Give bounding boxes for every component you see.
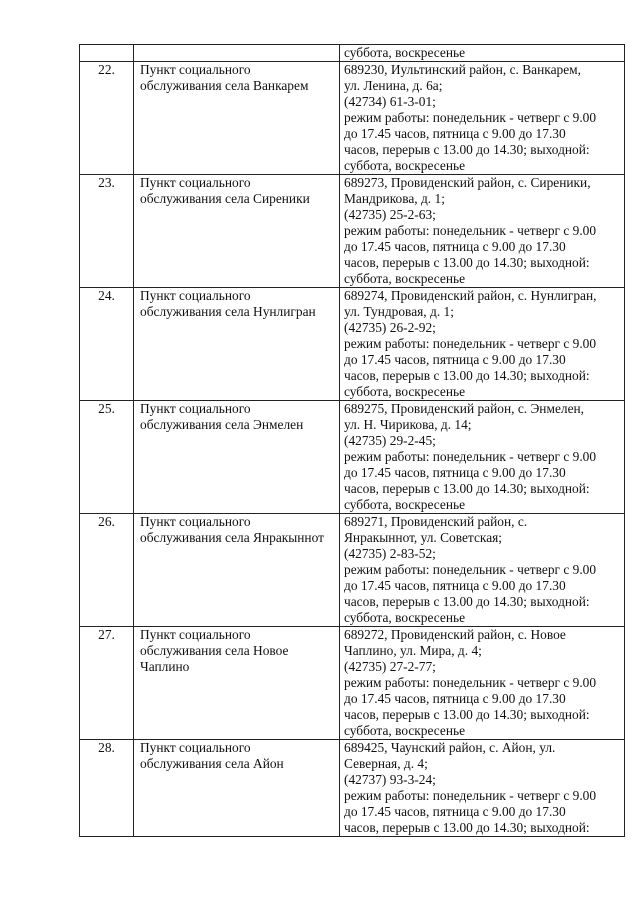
cell-info bbox=[340, 401, 625, 514]
info-line: (42735) 25-2-63; bbox=[344, 207, 436, 222]
info-line: Мандрикова, д. 1; bbox=[344, 191, 445, 206]
cell-number: 25. bbox=[80, 401, 134, 514]
name-line: Пункт социального bbox=[140, 401, 251, 416]
cell-number: 22. bbox=[80, 62, 134, 175]
cell-info bbox=[340, 514, 625, 627]
info-line: режим работы: понедельник - четверг с 9.00 bbox=[344, 223, 597, 238]
info-line: ул. Тундровая, д. 1; bbox=[344, 304, 454, 319]
info-line: (42735) 27-2-77; bbox=[344, 659, 436, 674]
cell-number bbox=[80, 45, 134, 62]
name-line: обслуживания села Айон bbox=[140, 756, 284, 771]
cell-info bbox=[340, 62, 625, 175]
table-row bbox=[80, 627, 625, 740]
info-line: до 17.45 часов, пятница с 9.00 до 17.30 bbox=[344, 465, 566, 480]
info-line: Янракыннот, ул. Советская; bbox=[344, 530, 503, 545]
info-line: (42735) 26-2-92; bbox=[344, 320, 436, 335]
info-line: 689272, Провиденский район, с. Новое bbox=[344, 627, 566, 642]
info-line: часов, перерыв с 13.00 до 14.30; выходной: bbox=[344, 594, 590, 609]
cell-name bbox=[134, 175, 340, 288]
name-line: Пункт социального bbox=[140, 514, 251, 529]
info-line: (42737) 93-3-24; bbox=[344, 772, 436, 787]
info-line: ул. Н. Чирикова, д. 14; bbox=[344, 417, 472, 432]
name-line: обслуживания села Ванкарем bbox=[140, 78, 309, 93]
info-line: до 17.45 часов, пятница с 9.00 до 17.30 bbox=[344, 691, 566, 706]
info-line: (42735) 29-2-45; bbox=[344, 433, 436, 448]
info-line: суббота, воскресенье bbox=[344, 158, 466, 173]
cell-name bbox=[134, 401, 340, 514]
info-line: суббота, воскресенье bbox=[344, 384, 466, 399]
info-line: суббота, воскресенье bbox=[344, 723, 466, 738]
cell-name bbox=[134, 62, 340, 175]
info-line: Северная, д. 4; bbox=[344, 756, 428, 771]
services-table bbox=[79, 44, 625, 837]
info-line: режим работы: понедельник - четверг с 9.00 bbox=[344, 788, 597, 803]
cell-info bbox=[340, 288, 625, 401]
name-line: обслуживания села Новое bbox=[140, 643, 289, 658]
cell-name bbox=[134, 740, 340, 837]
info-line: 689425, Чаунский район, с. Айон, ул. bbox=[344, 740, 556, 755]
info-line: до 17.45 часов, пятница с 9.00 до 17.30 bbox=[344, 239, 566, 254]
info-line: режим работы: понедельник - четверг с 9.00 bbox=[344, 336, 597, 351]
info-line: (42734) 61-3-01; bbox=[344, 94, 436, 109]
table-row bbox=[80, 514, 625, 627]
cell-number: 26. bbox=[80, 514, 134, 627]
table-body bbox=[80, 45, 625, 837]
info-line: 689230, Иультинский район, с. Ванкарем, bbox=[344, 62, 581, 77]
info-line: часов, перерыв с 13.00 до 14.30; выходной: bbox=[344, 255, 590, 270]
info-line: часов, перерыв с 13.00 до 14.30; выходной: bbox=[344, 820, 590, 835]
info-line: суббота, воскресенье bbox=[344, 497, 466, 512]
info-line: суббота, воскресенье bbox=[344, 45, 466, 60]
cell-name bbox=[134, 514, 340, 627]
cell-info bbox=[340, 740, 625, 837]
name-line: Пункт социального bbox=[140, 62, 251, 77]
info-line: режим работы: понедельник - четверг с 9.00 bbox=[344, 110, 597, 125]
cell-number: 23. bbox=[80, 175, 134, 288]
info-line: 689274, Провиденский район, с. Нунлигран, bbox=[344, 288, 597, 303]
name-line: обслуживания села Сиреники bbox=[140, 191, 310, 206]
info-line: 689275, Провиденский район, с. Энмелен, bbox=[344, 401, 585, 416]
cell-info bbox=[340, 627, 625, 740]
info-line: 689273, Провиденский район, с. Сиреники, bbox=[344, 175, 591, 190]
info-line: часов, перерыв с 13.00 до 14.30; выходной: bbox=[344, 368, 590, 383]
cell-number: 28. bbox=[80, 740, 134, 837]
name-line: Чаплино bbox=[140, 659, 190, 674]
info-line: до 17.45 часов, пятница с 9.00 до 17.30 bbox=[344, 578, 566, 593]
info-line: ул. Ленина, д. 6а; bbox=[344, 78, 443, 93]
cell-number: 27. bbox=[80, 627, 134, 740]
info-line: до 17.45 часов, пятница с 9.00 до 17.30 bbox=[344, 126, 566, 141]
cell-info bbox=[340, 175, 625, 288]
info-line: режим работы: понедельник - четверг с 9.00 bbox=[344, 675, 597, 690]
table-row bbox=[80, 175, 625, 288]
table-row bbox=[80, 62, 625, 175]
info-line: часов, перерыв с 13.00 до 14.30; выходной: bbox=[344, 707, 590, 722]
name-line: Пункт социального bbox=[140, 288, 251, 303]
info-line: часов, перерыв с 13.00 до 14.30; выходной: bbox=[344, 481, 590, 496]
info-line: (42735) 2-83-52; bbox=[344, 546, 436, 561]
info-line: режим работы: понедельник - четверг с 9.00 bbox=[344, 562, 597, 577]
cell-name bbox=[134, 45, 340, 62]
info-line: часов, перерыв с 13.00 до 14.30; выходной: bbox=[344, 142, 590, 157]
info-line: Чаплино, ул. Мира, д. 4; bbox=[344, 643, 482, 658]
name-line: Пункт социального bbox=[140, 740, 251, 755]
info-line: суббота, воскресенье bbox=[344, 610, 466, 625]
info-line: суббота, воскресенье bbox=[344, 271, 466, 286]
cell-name bbox=[134, 288, 340, 401]
info-line: до 17.45 часов, пятница с 9.00 до 17.30 bbox=[344, 352, 566, 367]
table-row bbox=[80, 288, 625, 401]
info-line: режим работы: понедельник - четверг с 9.00 bbox=[344, 449, 597, 464]
name-line: обслуживания села Нунлигран bbox=[140, 304, 316, 319]
name-line: Пункт социального bbox=[140, 175, 251, 190]
name-line: обслуживания села Энмелен bbox=[140, 417, 304, 432]
table-row bbox=[80, 401, 625, 514]
info-line: до 17.45 часов, пятница с 9.00 до 17.30 bbox=[344, 804, 566, 819]
name-line: Пункт социального bbox=[140, 627, 251, 642]
table-row-continuation bbox=[80, 45, 625, 62]
cell-name bbox=[134, 627, 340, 740]
info-line: 689271, Провиденский район, с. bbox=[344, 514, 528, 529]
cell-number: 24. bbox=[80, 288, 134, 401]
cell-info bbox=[340, 45, 625, 62]
table-row bbox=[80, 740, 625, 837]
name-line: обслуживания села Янракыннот bbox=[140, 530, 324, 545]
